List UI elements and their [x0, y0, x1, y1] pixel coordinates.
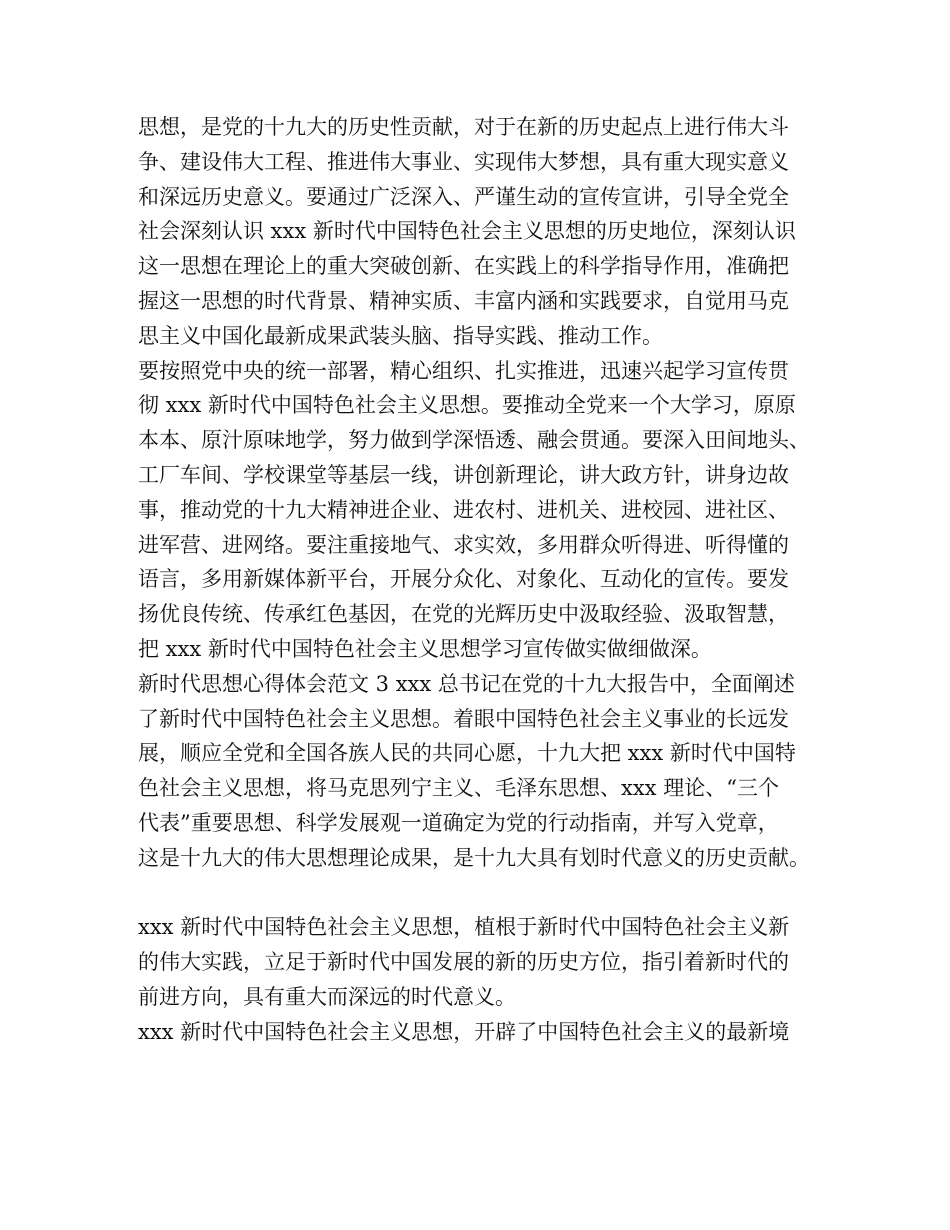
text-line: 进军营、进网络。要注重接地气、求实效，多用群众听得进、听得懂的: [138, 532, 789, 557]
text-line: 的伟大实践，立足于新时代中国发展的新的历史方位，指引着新时代的: [138, 950, 789, 975]
text-line: 思想，是党的十九大的历史性贡献，对于在新的历史起点上进行伟大斗: [138, 115, 789, 139]
paragraph-spacer: [138, 876, 838, 911]
paragraph-3: [138, 667, 838, 876]
text-line: 本本、原汁原味地学，努力做到学深悟透、融会贯通。要深入田间地头、: [138, 428, 810, 453]
text-line: 展，顺应全党和全国各族人民的共同心愿，十九大把 xxx 新时代中国特: [138, 741, 796, 766]
paragraph-2: [138, 354, 838, 667]
text-line: 思主义中国化最新成果武装头脑、指导实践、推动工作。: [138, 323, 663, 348]
text-line: 把 xxx 新时代中国特色社会主义思想学习宣传做实做细做深。: [138, 636, 712, 661]
paragraph-4: [138, 910, 838, 1014]
text-line: 工厂车间、学校课堂等基层一线，讲创新理论，讲大政方针，讲身边故: [138, 462, 789, 487]
text-line: 语言，多用新媒体新平台，开展分众化、对象化、互动化的宣传。要发: [138, 567, 789, 592]
text-line: 新时代思想心得体会范文 3 xxx 总书记在党的十九大报告中，全面阐述: [138, 671, 795, 696]
text-line: 社会深刻认识 xxx 新时代中国特色社会主义思想的历史地位，深刻认识: [138, 219, 796, 244]
text-line: 要按照党中央的统一部署，精心组织、扎实推进，迅速兴起学习宣传贯: [138, 358, 789, 383]
text-line: 色社会主义思想，将马克思列宁主义、毛泽东思想、xxx 理论、“三个: [138, 776, 779, 801]
text-line: 这是十九大的伟大思想理论成果，是十九大具有划时代意义的历史贡献。: [138, 845, 810, 870]
text-line: xxx 新时代中国特色社会主义思想，开辟了中国特色社会主义的最新境: [138, 1019, 790, 1044]
text-line: 彻 xxx 新时代中国特色社会主义思想。要推动全党来一个大学习，原原: [138, 393, 796, 418]
text-line: 了新时代中国特色社会主义思想。着眼中国特色社会主义事业的长远发: [138, 706, 789, 731]
text-line: 握这一思想的时代背景、精神实质、丰富内涵和实践要求，自觉用马克: [138, 288, 789, 313]
text-line: 和深远历史意义。要通过广泛深入、严谨生动的宣传宣讲，引导全党全: [138, 184, 789, 209]
text-line: xxx 新时代中国特色社会主义思想，植根于新时代中国特色社会主义新: [138, 915, 790, 940]
text-line: 争、建设伟大工程、推进伟大事业、实现伟大梦想，具有重大现实意义: [138, 149, 789, 174]
text-line: 扬优良传统、传承红色基因，在党的光辉历史中汲取经验、汲取智慧，: [138, 602, 789, 627]
text-line: 事，推动党的十九大精神进企业、进农村、进机关、进校园、进社区、: [138, 497, 789, 522]
text-line: 前进方向，具有重大而深远的时代意义。: [138, 984, 516, 1009]
document-body: [138, 110, 838, 1050]
text-line: 代表”重要思想、科学发展观一道确定为党的行动指南，并写入党章，: [138, 810, 779, 835]
text-line: 这一思想在理论上的重大突破创新、在实践上的科学指导作用，准确把: [138, 254, 789, 279]
paragraph-1: [138, 110, 838, 354]
paragraph-5: [138, 1015, 838, 1050]
